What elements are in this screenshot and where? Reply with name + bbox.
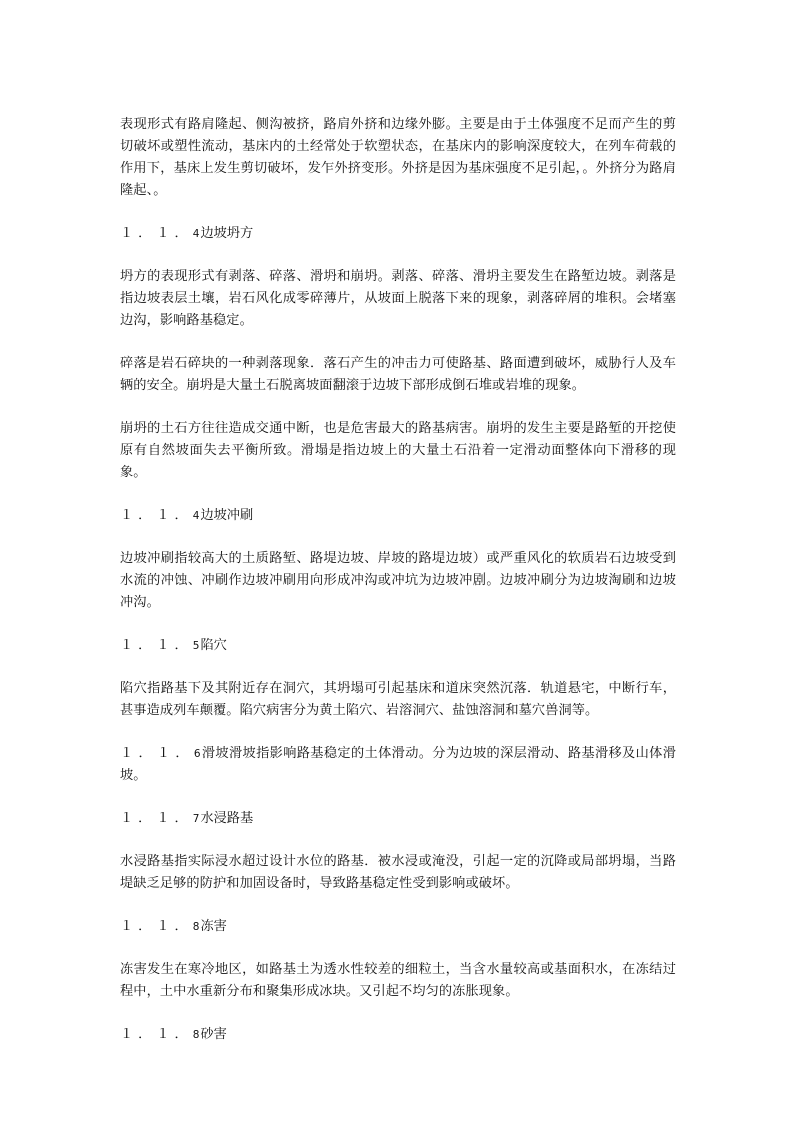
heading-digit: 8 bbox=[192, 1029, 200, 1041]
heading-water-roadbed bbox=[120, 808, 676, 830]
paragraph-water-roadbed: 水浸路基指实际浸水超过设计水位的路基．被水浸或淹没，引起一定的沉降或局部坍塌，当路堤缺乏足够的防护和加固设备时，导致路基稳定性受到影响或破坏。 bbox=[120, 854, 676, 891]
paragraph-slope-erosion: 边坡冲刷指较高大的土质路堑、路堤边坡、岸坡的路堤边坡）或严重风化的软质岩石边坡受到水流的冲蚀、冲刷作边坡冲刷用向形成冲沟或冲坑为边坡冲剧。边坡冲刷分为边坡淘刷和边坡冲沟。 bbox=[120, 551, 676, 610]
heading-title: 冻害 bbox=[200, 919, 227, 934]
heading-title: 边坡冲刷 bbox=[200, 508, 254, 523]
heading-frost-damage bbox=[120, 916, 676, 938]
paragraph-landslide-collapse: 崩坍的土石方往往造成交通中断，也是危害最大的路基病害。崩坍的发生主要是路堑的开挖使原有自然坡面失去平衡所致。滑塌是指边坡上的大量土石沿着一定滑动面整体向下滑移的现象。 bbox=[120, 421, 676, 480]
paragraph-sinkhole: 陷穴指路基下及其附近存在洞穴，其坍塌可引起基床和道床突然沉落．轨道悬宅，中断行车，甚事造成列车颠覆。陷穴病害分为黄土陷穴、岩溶洞穴、盐蚀溶洞和墓穴兽洞等。 bbox=[120, 681, 676, 718]
heading-sinkhole bbox=[120, 635, 676, 657]
paragraph-frost-damage: 冻害发生在寒冷地区，如路基土为透水性较差的细粒土，当含水量较高或基面积水，在冻结过程中，土中水重新分布和聚集形成冰块。又引起不均匀的冻胀现象。 bbox=[120, 962, 676, 999]
heading-digit: 6 bbox=[193, 748, 201, 760]
paragraph-landslide bbox=[120, 743, 676, 787]
heading-number: １．１． bbox=[120, 811, 193, 826]
paragraph-roadbed-extrusion: 表现形式有路肩隆起、侧沟被挤，路肩外挤和边缘外膨。主要是由于土体强度不足而产生的剪切破坏或塑性流动，基床内的土经常处于软塑状态，在基床内的影响深度较大，在列车荷载的作用下，基床上发生剪切破坏，发乍外挤变形。外挤是因为基床强度不足引起，。外挤分为路肩隆起、。 bbox=[120, 117, 676, 198]
heading-digit: 7 bbox=[192, 813, 200, 825]
heading-title: 水浸路基 bbox=[200, 811, 254, 826]
document-page bbox=[120, 114, 676, 1067]
heading-digit: 4 bbox=[192, 228, 200, 240]
heading-number: １．１． bbox=[120, 508, 193, 523]
heading-number: １．１． bbox=[120, 638, 193, 653]
heading-title: 陷穴 bbox=[200, 638, 227, 653]
paragraph-collapse-forms: 坍方的表现形式有剥落、碎落、滑坍和崩坍。剥落、碎落、滑坍主要发生在路堑边坡。剥落是指边坡表层土壤，岩石风化成零碎薄片，从坡面上脱落下来的现象，剥落碎屑的堆积。会堵塞边沟，影响路基稳定。 bbox=[120, 269, 676, 328]
paragraph-text: 滑坡滑坡指影响路基稳定的土体滑动。分为边坡的深层滑动、路基滑移及山体滑坡。 bbox=[120, 746, 677, 783]
heading-slope-collapse bbox=[120, 223, 676, 245]
heading-title: 边坡坍方 bbox=[200, 226, 254, 241]
heading-digit: 8 bbox=[192, 921, 200, 933]
heading-number: １．１． bbox=[120, 1027, 193, 1042]
heading-title: 砂害 bbox=[200, 1027, 227, 1042]
heading-number: １．１． bbox=[120, 919, 193, 934]
heading-digit: 4 bbox=[192, 510, 200, 522]
heading-slope-erosion bbox=[120, 505, 676, 527]
paragraph-rockfall: 碎落是岩石碎块的一种剥落现象．落石产生的冲击力可使路基、路面遭到破坏，威胁行人及车辆的安全。崩坍是大量土石脱离坡面翻滚于边坡下部形成倒石堆或岩堆的现象。 bbox=[120, 356, 676, 393]
heading-digit: 5 bbox=[192, 640, 200, 652]
heading-number: １．１． bbox=[120, 746, 194, 761]
heading-number: １．１． bbox=[120, 226, 193, 241]
heading-sand-damage bbox=[120, 1024, 676, 1046]
